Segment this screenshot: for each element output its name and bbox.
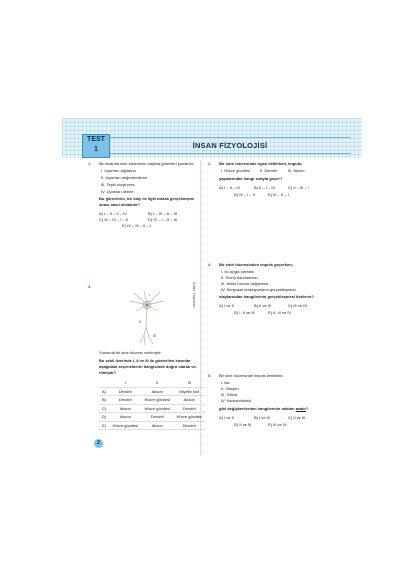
figure-label-i: I: [149, 293, 150, 297]
part-label: II. Dendrit: [260, 168, 278, 173]
list-item: IV. Karbondioksit: [221, 398, 251, 403]
option-e[interactable]: E) III – II – I: [268, 192, 289, 197]
list-item: IV. Uyarıları iletme: [101, 189, 134, 194]
emphasis-word: azalır: [295, 406, 306, 411]
column-header: III: [173, 379, 205, 387]
question-intro: Bir sinir hücresinde impuls iletilirken;: [219, 373, 284, 378]
option-e[interactable]: E) II, III ve IV: [268, 310, 292, 315]
figure-caption: Yukarıda bir sinir hücresi verilmiştir.: [99, 350, 162, 355]
option-b[interactable]: B) II ve III: [254, 303, 272, 308]
figure-label-ii: II: [139, 320, 141, 324]
test-label: TEST: [87, 136, 105, 143]
option-c[interactable]: C) III ve IV: [288, 303, 307, 308]
list-item: II. Oksijen: [221, 386, 239, 391]
column-header: I: [109, 379, 141, 387]
question-stem: aşağıdaki seçeneklerin hangisinde doğru olarak ve-: [99, 364, 198, 369]
option-a[interactable]: A) I ve II: [219, 415, 234, 420]
question-stem: yapılarından hangi sırayla geçer?: [219, 176, 283, 181]
list-item: III. Glikoz: [221, 392, 238, 397]
question-stem: rilmiştir?: [99, 370, 117, 375]
option-c[interactable]: C) II – III – I: [288, 185, 309, 190]
title-bar: [110, 137, 350, 154]
question-intro: Bir insanda sinir sisteminin başlıca görevleri şunlardır;: [99, 161, 195, 166]
question-number: 5.: [208, 373, 212, 378]
list-item: II. Enerji harcanması: [221, 275, 258, 280]
list-item: III. İletim hızının değişmesi: [221, 281, 269, 286]
list-item: I. Na: [221, 380, 230, 385]
table-row[interactable]: E) Hücre gövdesi Akson Dendrit: [99, 421, 205, 430]
table-row[interactable]: B) Dendrit Hücre gövdesi Akson: [99, 396, 205, 405]
column-header: II: [141, 379, 173, 387]
part-label: III. Akson: [288, 168, 305, 173]
answer-table: [99, 379, 205, 430]
question-stem: Bir sinir hücresinden impuls geçerken;: [219, 262, 294, 267]
option-a[interactable]: A) I ve II: [219, 303, 234, 308]
option-c[interactable]: C) II ve III: [288, 415, 306, 420]
list-item: I. Isı açığa çıkması: [221, 269, 255, 274]
option-c[interactable]: C) III – IV – I – II: [99, 217, 129, 222]
question-stem: Bu görevlerin, bir olay ile ilgili olarak gerçekleşme: [99, 196, 195, 201]
list-item: III. Tepki oluşturma: [101, 182, 135, 187]
page-number-badge: 2: [94, 439, 103, 448]
option-d[interactable]: D) IV – I – II – III: [148, 217, 178, 222]
table-header-row: [99, 379, 205, 387]
option-d[interactable]: D) II ve III: [234, 422, 252, 427]
option-a[interactable]: A) I – II – II – IV: [99, 211, 127, 216]
page-title: İNSAN FİZYOLOJİSİ: [192, 141, 268, 150]
question-stem: gibi değişkenlerden hangilerinin miktarı azalır?: [219, 406, 309, 411]
list-item: IV. Kimyasal reaksiyonların gerçekleşmesi: [221, 287, 296, 292]
question-number: 1.: [88, 161, 92, 166]
question-stem: Bir sinir hücresinde uyarı iletilirken, impuls;: [219, 161, 303, 166]
question-stem: sırası nasıl olmalıdır?: [99, 202, 140, 207]
table-row[interactable]: C) Akson Hücre gövdesi Dendrit: [99, 404, 205, 413]
question-number: 3.: [88, 284, 92, 289]
question-stem: Bu şekil üzerinde I, II ve III ile gösterilen kısımlar: [99, 358, 191, 363]
publisher-tag: Zafer Yayınları: [192, 282, 197, 308]
question-stem: olaylarından hangilerinin gerçekleşmesi beklenir?: [219, 294, 314, 299]
option-b[interactable]: B) II – I – III: [254, 185, 275, 190]
list-item: I. Uyarıları algılama: [101, 168, 136, 173]
option-b[interactable]: B) I – IV – II – III: [148, 211, 177, 216]
table-row[interactable]: A) Dendrit Akson Miyelin kılıf: [99, 387, 205, 396]
table-row[interactable]: D) Akson Dendrit Hücre gövdesi: [99, 413, 205, 422]
neuron-figure: [122, 287, 172, 347]
option-e[interactable]: E) III ve IV: [268, 422, 287, 427]
list-item: II. Uyarıları değerlendirme: [101, 175, 148, 180]
test-number: 1: [94, 146, 98, 153]
part-label: I. Hücre gövdesi: [221, 168, 250, 173]
question-number: 2.: [208, 161, 212, 166]
test-badge: [82, 134, 110, 158]
option-d[interactable]: D) III – I – II: [234, 192, 255, 197]
figure-label-iii: III: [153, 334, 156, 338]
option-e[interactable]: E) IV – III – II – I: [122, 223, 151, 228]
option-b[interactable]: B) I ve IV: [254, 415, 271, 420]
question-number: 4.: [208, 262, 212, 267]
option-d[interactable]: D) I, II ve III: [234, 310, 255, 315]
option-a[interactable]: A) I – II – III: [219, 185, 240, 190]
